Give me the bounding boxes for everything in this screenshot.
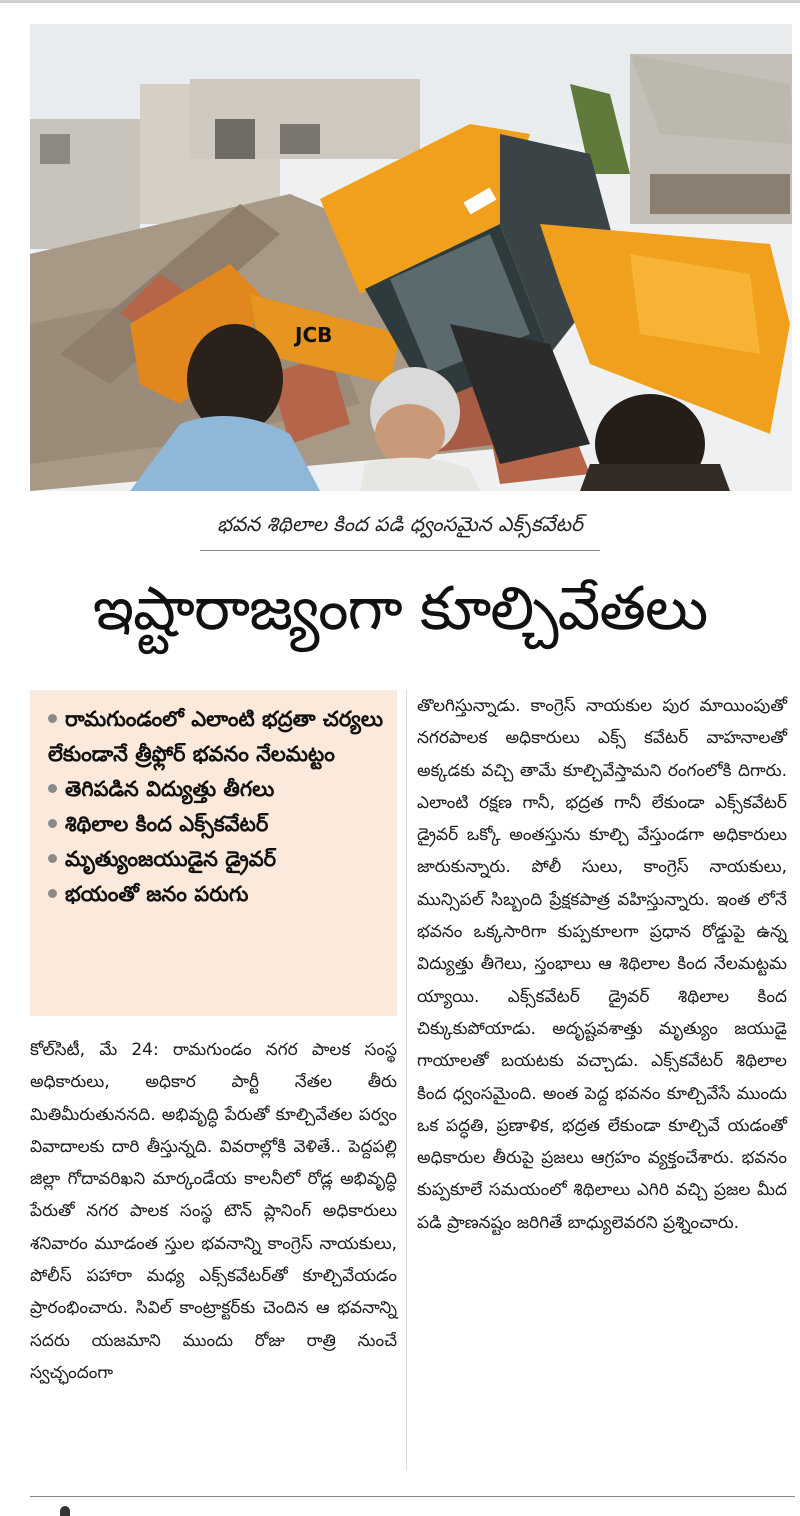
highlights-box (30, 690, 397, 1016)
top-rule (0, 0, 800, 3)
highlight-text: భయంతో జనం పరుగు (65, 882, 249, 906)
column-divider (406, 690, 407, 1470)
bullet-icon (48, 714, 57, 723)
highlight-item (48, 877, 387, 912)
headline: ఇష్టారాజ్యంగా కూల్చివేతలు (92, 574, 708, 644)
highlight-text: తెగిపడిన విద్యుత్తు తీగలు (65, 777, 275, 801)
bullet-icon (48, 889, 57, 898)
highlights-list (30, 690, 397, 912)
highlight-text: మృత్యుంజయుడైన డ్రైవర్ (65, 847, 277, 871)
highlight-text: శిథిలాల కింద ఎక్స్‌కవేటర్ (65, 812, 269, 836)
highlight-item (48, 702, 387, 772)
bullet-icon (48, 784, 57, 793)
photo-caption: భవన శిథిలాల కింద పడి ధ్వంసమైన ఎక్స్‌కవేటర్ (217, 512, 583, 536)
article-body-right: తొలగిస్తున్నాడు. కాంగ్రెస్ నాయకుల పుర మాయింపుతో నగరపాలక అధికారులు ఎక్స్ కవేటర్ వాహనాలతో అక్కడకు వచ్చి తామే కూల్చివేస్తామని రంగంలోకి దిగారు. ఎలాంటి రక్షణ గానీ, భద్రత గానీ లేకుండా ఎక్స్‌కవేటర్ డ్రైవర్ ఒక్కో అంతస్తును కూల్చి వేస్తుండగా అధికారులు జారుకున్నారు. పోలీ సులు, కాంగ్రెస్ నాయకులు, మున్సిపల్ సిబ్బంది ప్రేక్షకపాత్ర వహిస్తున్నారు. ఇంత లోనే భవనం ఒక్కసారిగా కుప్పకూలగా ప్రధాన రోడ్డుపై ఉన్న విద్యుత్తు తీగెలు, స్తంభాలు ఆ శిథిలాల కింద నేలమట్టమ య్యాయి. ఎక్స్‌కవేటర్ డ్రైవర్ శిథిలాల కింద చిక్కుకుపోయాడు. అదృష్టవశాత్తు మృత్యుం జయుడై గాయాలతో బయటకు వచ్చాడు. ఎక్స్‌కవేటర్ శిథిలాల కింద ధ్వంసమైంది. అంత పెద్ద భవనం కూల్చివేసే ముందు ఒక పద్ధతి, ప్రణాళిక, భద్రత లేకుండా కూల్చివే యడంతో అధికారుల తీరుపై ప్రజలు ఆగ్రహం వ్యక్తంచేశారు. భవనం కుప్పకూలే సమయంలో శిథిలాలు ఎగిరి వచ్చి ప్రజల మీద పడి ప్రాణనష్టం జరిగితే బాధ్యులెవరని ప్రశ్నించారు. (417, 696, 787, 1233)
highlight-item (48, 842, 387, 877)
bullet-icon (48, 854, 57, 863)
bullet-icon (48, 819, 57, 828)
highlight-item (48, 772, 387, 807)
highlight-text: రామగుండంలో ఎలాంటి భద్రతా చర్యలు లేకుండానే త్రీఫ్లోర్ భవనం నేలమట్టం (48, 707, 384, 766)
machine-brand-text: JCB (295, 323, 333, 347)
bottom-rule (30, 1496, 795, 1497)
article-body-left: కోల్‌సిటీ, మే 24: రామగుండం నగర పాలక సంస్థ అధికారులు, అధికార పార్టీ నేతల తీరు మితిమీరుతుననది. అభివృద్ధి పేరుతో కూల్చివేతల పర్వం వివాదాలకు దారి తీస్తున్నది. వివరాల్లోకి వెళితే.. పెద్దపల్లి జిల్లా గోదావరిఖని మార్కండేయ కాలనీలో రోడ్ల అభివృద్ధి పేరుతో నగర పాలక సంస్థ టౌన్ ప్లానింగ్ అధికారులు శనివారం మూడంత స్తుల భవనాన్ని కాంగ్రెస్ నాయకులు, పోలీస్ పహారా మధ్య ఎక్స్‌కవేటర్‌తో కూల్చివేయడం ప్రారంభించారు. సివిల్ కాంట్రాక్టర్‌కు చెందిన ఆ భవనాన్ని సదరు యజమాని ముందు రోజు రాత్రి నుంచే స్వచ్ఛందంగా (30, 1040, 397, 1383)
highlight-item (48, 807, 387, 842)
news-photo (30, 24, 792, 491)
footer-mark-icon (60, 1506, 70, 1516)
caption-divider (200, 550, 600, 551)
